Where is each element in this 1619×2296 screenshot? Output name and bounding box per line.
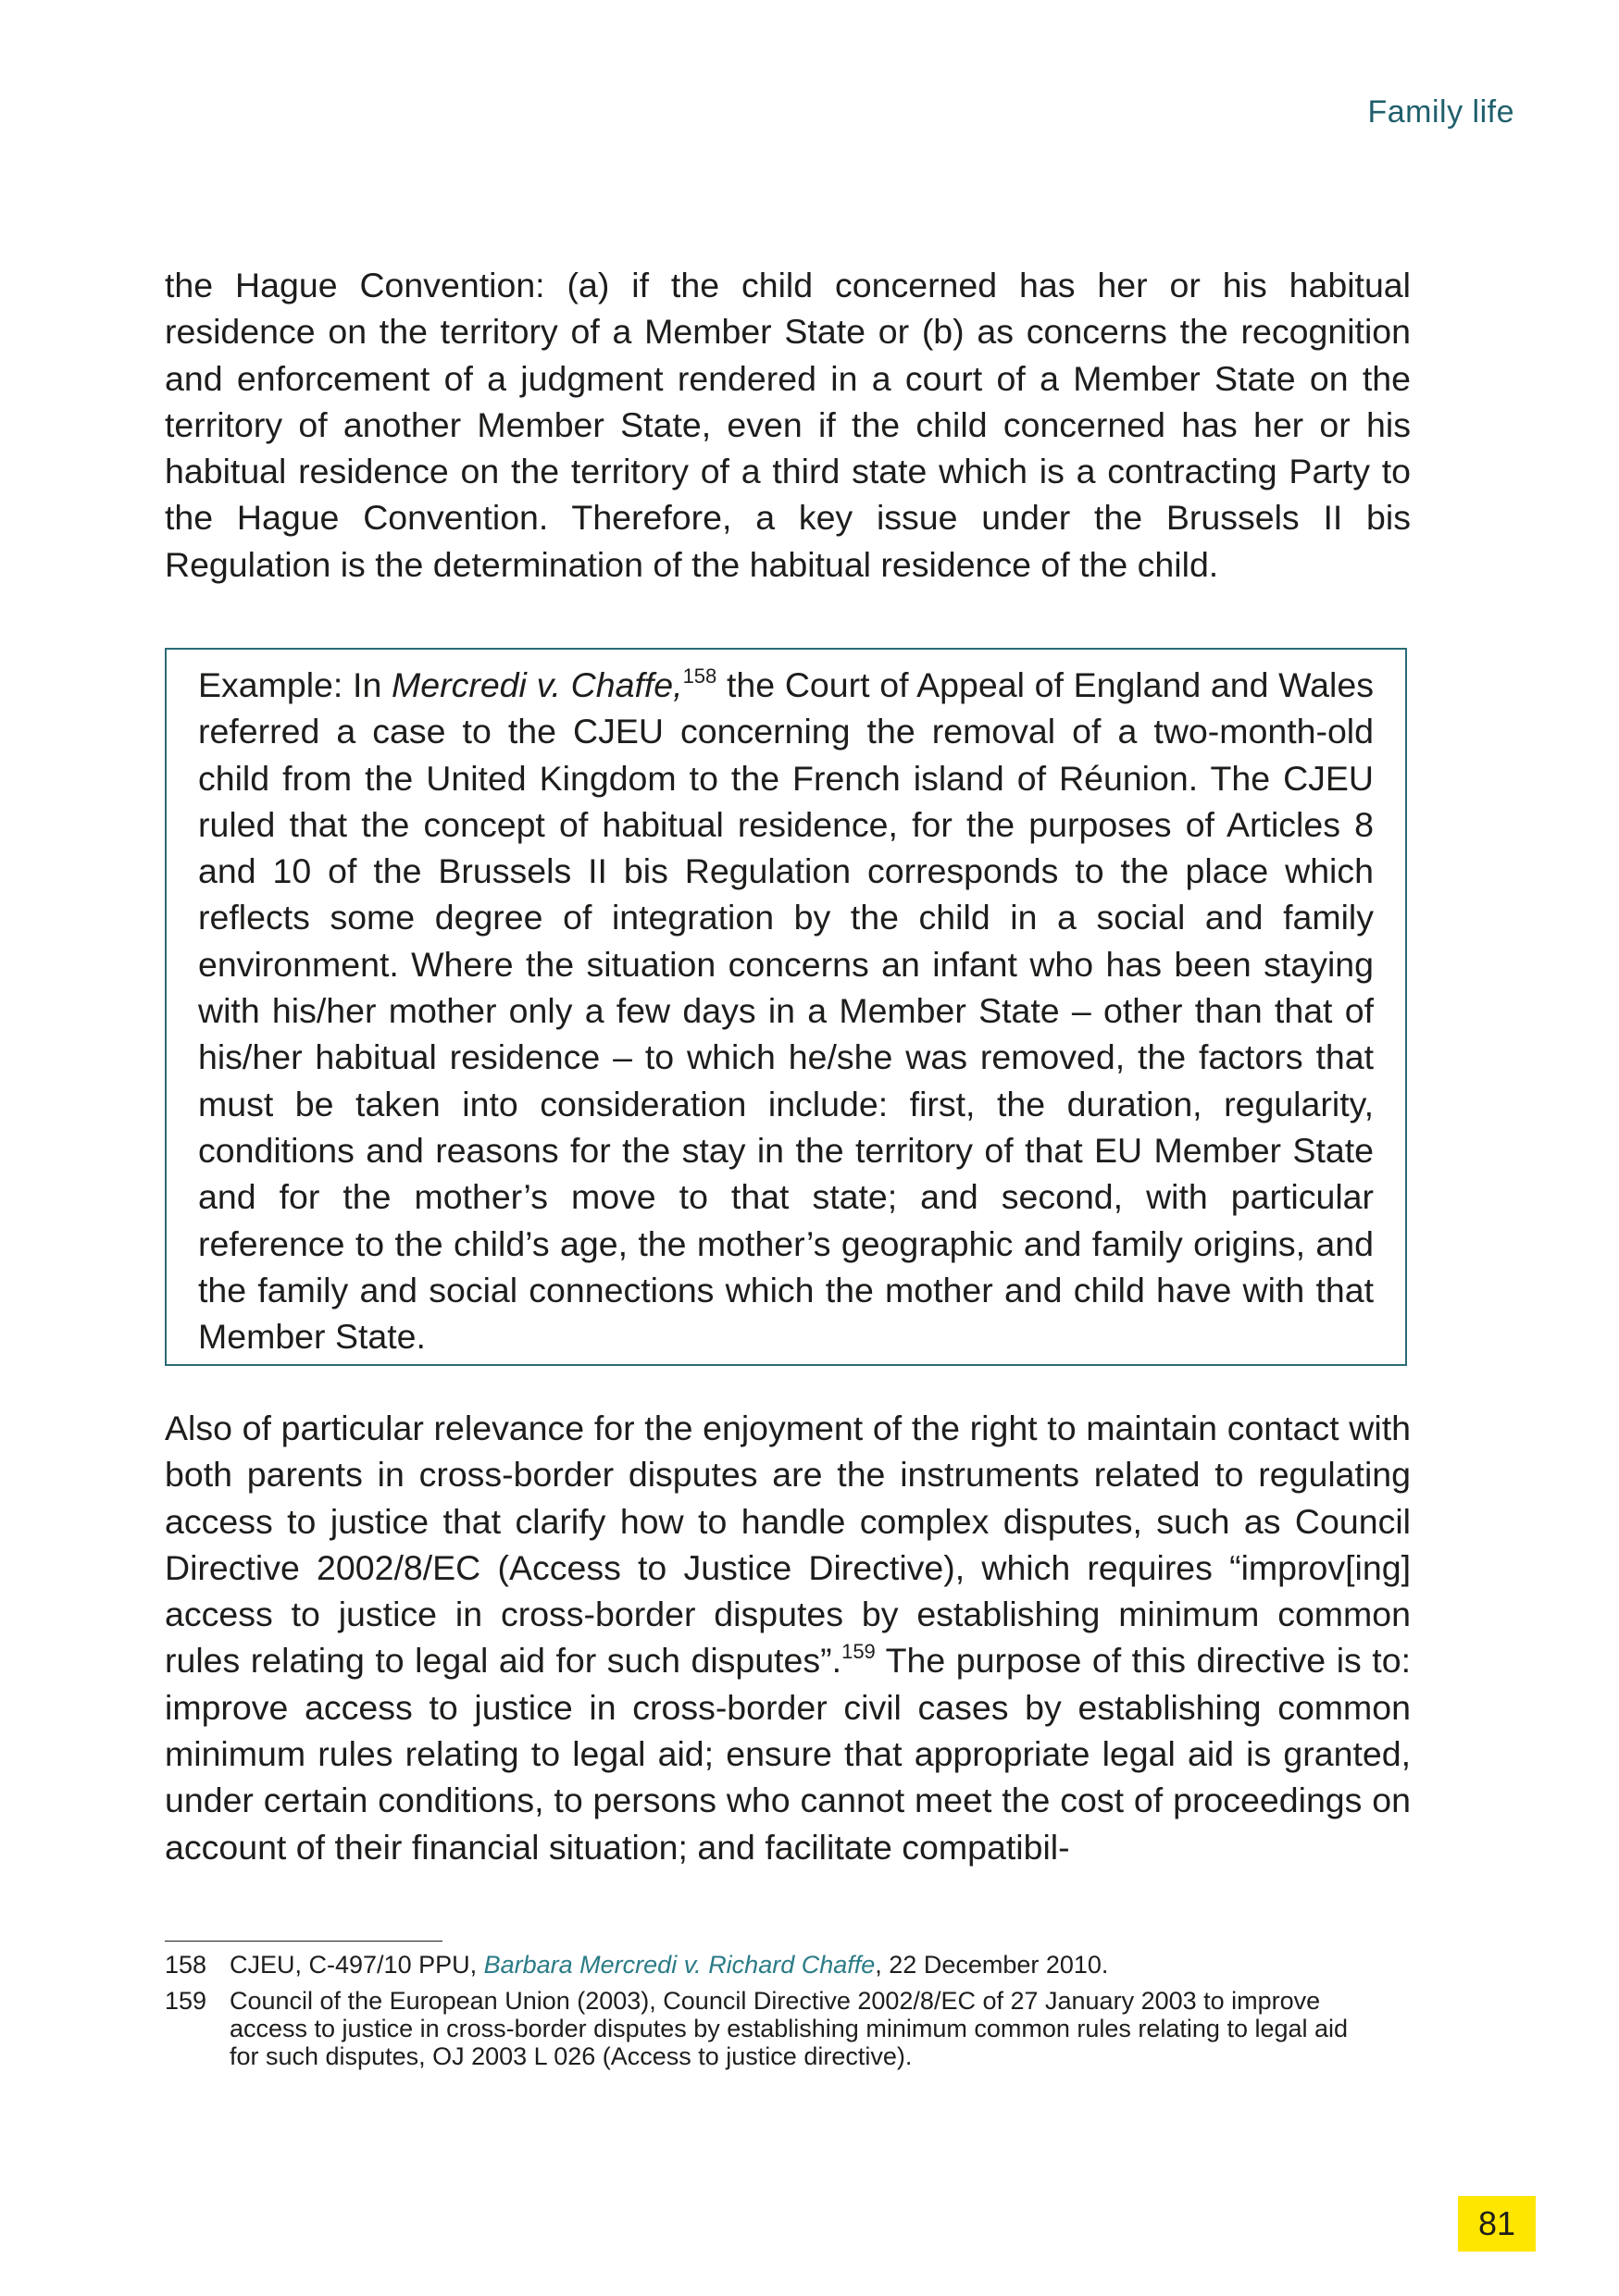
footnote-divider — [165, 1941, 442, 1942]
body-paragraph-1: the Hague Convention: (a) if the child concerned has her or his habitual residence on the territory of a Member State or (b) as concerns the recognition and enforcement of a judgment rendered in a court of a Member State on the territory of another Member State, even if the child concerned has her or his habitual residence on the territory of a third state which is a contracting Party to the Hague Convention. Therefore, a key issue under the Brussels II bis Regulation is the determination of the habitual residence of the child. — [165, 266, 1411, 584]
example-text: the Court of Appeal of England and Wales referred a case to the CJEU concerning the removal of a two-month-old child from the United Kingdom to the French island of Réunion. The CJEU ruled that the concept of habitual residence, for the purposes of Articles 8 and 10 of the Brussels II bis Regulation corresponds to the place which reflects some degree of integration by the child in a social and family environment. Where the situation concerns an infant who has been staying with his/her mother only a few days in a Member State – other than that of his/her habitual residence – to which he/she was removed, the factors that must be taken into consideration include: first, the duration, regularity, conditions and reasons for the stay in the territory of that EU Member State and for the mother’s move to that state; and second, with particular reference to the child’s age, the mother’s geographic and family origins, and the family and social connections which the mother and child have with that Member State. — [198, 665, 1374, 1357]
footnote-159 — [165, 1987, 1368, 2070]
footnote-text — [230, 1951, 1368, 1979]
para2-start: Also of particular relevance for the enjoyment of the right to maintain contact with both parents in cross-border disputes are the instruments related to regulating access to justice that clarify how to handle complex disputes, such as Council Directive 2002/8/EC (Access to Justice Directive), which requires “improv[ing] access to justice in cross-border disputes by establishing minimum common rules relating to legal aid for such disputes”. — [165, 1409, 1411, 1681]
case-link[interactable]: Barbara Mercredi v. Richard Chaffe — [483, 1951, 876, 1979]
example-lead: Example: In — [198, 665, 392, 704]
footnote-number: 158 — [165, 1951, 207, 1979]
running-head: Family life — [1367, 94, 1514, 130]
example-box — [165, 648, 1407, 1366]
footnote-prefix: CJEU, C-497/10 PPU, — [230, 1951, 484, 1979]
footnotes — [165, 1951, 1368, 2079]
example-paragraph — [198, 662, 1374, 1359]
case-name: Mercredi v. Chaffe, — [392, 665, 683, 704]
footnote-text: Council of the European Union (2003), Council Directive 2002/8/EC of 27 January 2003 to improve access to justice in cross-border disputes by establishing minimum common rules relating to legal aid for such disputes, OJ 2003 L 026 (Access to justice directive). — [230, 1987, 1349, 2070]
para2-end: The purpose of this directive is to: improve access to justice in cross-border civil cases by establishing common minimum rules relating to legal aid; ensure that appropriate legal aid is granted, under certain conditions, to persons who cannot meet the cost of proceedings on account of their financial situation; and facilitate compatibil- — [165, 1641, 1411, 1867]
footnote-158 — [165, 1951, 1368, 1979]
page-number: 81 — [1458, 2196, 1536, 2252]
footnote-ref-159[interactable]: 159 — [841, 1640, 876, 1664]
footnote-number: 159 — [165, 1987, 207, 2015]
body-paragraph-2 — [165, 1405, 1411, 1870]
footnote-suffix: , 22 December 2010. — [875, 1951, 1109, 1979]
footnote-ref-158[interactable]: 158 — [682, 664, 717, 688]
